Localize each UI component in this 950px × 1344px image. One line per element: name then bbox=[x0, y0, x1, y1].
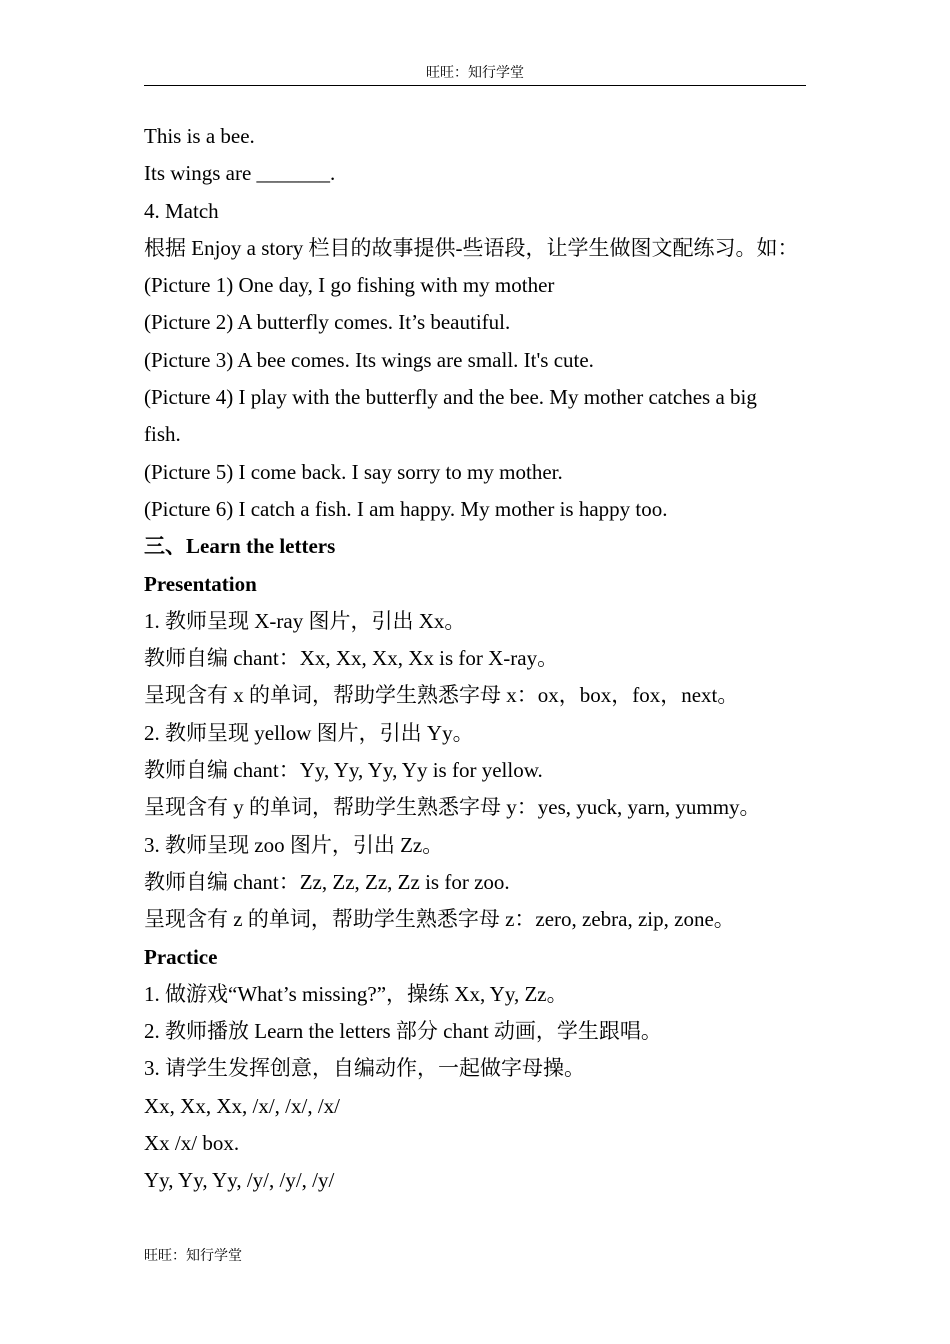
header-text: 旺旺：知行学堂 bbox=[426, 66, 524, 81]
text-line: 2. 教师播放 Learn the letters 部分 chant 动画，学生跟唱。 bbox=[144, 1019, 662, 1044]
text-line: 3. 请学生发挥创意，自编动作，一起做字母操。 bbox=[144, 1056, 585, 1081]
text-line: (Picture 3) A bee comes. Its wings are small. It's cute. bbox=[144, 347, 594, 372]
text-line: Xx /x/ box. bbox=[144, 1131, 240, 1156]
subheading-presentation: Presentation bbox=[144, 571, 257, 596]
text-line: Yy, Yy, Yy, /y/, /y/, /y/ bbox=[144, 1168, 335, 1193]
page-footer bbox=[144, 1247, 242, 1267]
text-line: 教师自编 chant：Zz, Zz, Zz, Zz is for zoo. bbox=[144, 869, 510, 894]
text-line: 教师自编 chant：Xx, Xx, Xx, Xx is for X-ray。 bbox=[144, 646, 559, 671]
text-line: fish. bbox=[144, 422, 181, 447]
text-line: Its wings are _______. bbox=[144, 161, 336, 186]
text-line: (Picture 1) One day, I go fishing with my mother bbox=[144, 273, 555, 298]
subheading-practice: Practice bbox=[144, 944, 218, 969]
text-line: Xx, Xx, Xx, /x/, /x/, /x/ bbox=[144, 1093, 341, 1118]
text-line: (Picture 5) I come back. I say sorry to my mother. bbox=[144, 459, 563, 484]
text-line: 2. 教师呈现 yellow 图片，引出 Yy。 bbox=[144, 720, 474, 745]
text-line: (Picture 6) I catch a fish. I am happy. My mother is happy too. bbox=[144, 496, 668, 521]
text-line: 呈现含有 x 的单词，帮助学生熟悉字母 x：ox，box，fox，next。 bbox=[144, 683, 739, 708]
text-line: (Picture 2) A butterfly comes. It’s beautiful. bbox=[144, 310, 511, 335]
footer-text: 旺旺：知行学堂 bbox=[144, 1249, 242, 1264]
section-heading-match: 4. Match bbox=[144, 198, 219, 223]
text-line: 根据 Enjoy a story 栏目的故事提供-些语段，让学生做图文配练习。如： bbox=[144, 235, 799, 260]
text-line: 1. 做游戏“What’s missing?”，操练 Xx, Yy, Zz。 bbox=[144, 981, 568, 1006]
text-line: 呈现含有 z 的单词，帮助学生熟悉字母 z：zero, zebra, zip, zone。 bbox=[144, 907, 735, 932]
page-header bbox=[144, 64, 806, 86]
text-line: (Picture 4) I play with the butterfly and the bee. My mother catches a big bbox=[144, 385, 757, 410]
text-line: This is a bee. bbox=[144, 124, 255, 148]
text-line: 呈现含有 y 的单词，帮助学生熟悉字母 y：yes, yuck, yarn, yummy。 bbox=[144, 795, 761, 820]
text-line: 教师自编 chant：Yy, Yy, Yy, Yy is for yellow. bbox=[144, 758, 543, 783]
document-body bbox=[144, 118, 824, 1200]
text-line: 1. 教师呈现 X-ray 图片，引出 Xx。 bbox=[144, 608, 466, 633]
section-heading-learn-letters: 三、Learn the letters bbox=[144, 534, 336, 559]
text-line: 3. 教师呈现 zoo 图片，引出 Zz。 bbox=[144, 832, 444, 857]
